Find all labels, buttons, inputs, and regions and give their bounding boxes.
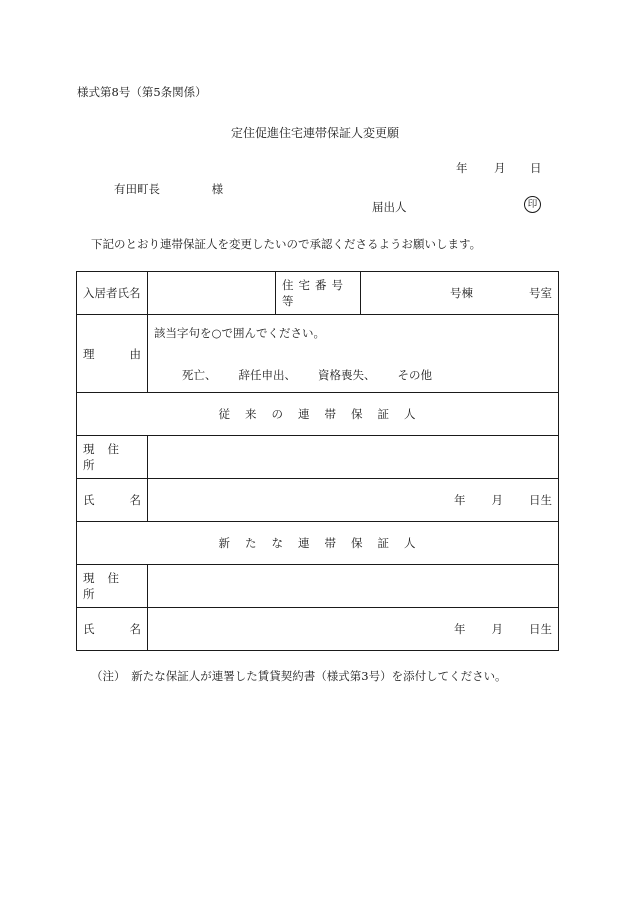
submission-date [456, 160, 542, 176]
former-address-label: 現住所 [77, 436, 148, 479]
former-section-row [77, 393, 559, 436]
new-name-row [77, 608, 559, 651]
building-unit-label: 号棟 [450, 286, 473, 300]
new-name-label: 氏 名 [77, 608, 148, 651]
addressee-name: 有田町長 [114, 182, 160, 196]
new-birth-year: 年 [454, 622, 466, 636]
house-number-label: 住宅番号等 [276, 272, 361, 315]
document-title: 定住促進住宅連帯保証人変更願 [230, 126, 399, 140]
reason-label: 理 由 [77, 315, 148, 393]
former-guarantor-heading: 従来の連帯保証人 [77, 393, 559, 436]
new-guarantor-heading: 新たな連帯保証人 [77, 522, 559, 565]
reason-option-disqualify[interactable]: 資格喪失、 [318, 368, 376, 382]
new-name-field[interactable] [148, 608, 559, 651]
new-birth-day: 日生 [529, 622, 552, 636]
new-address-label: 現住所 [77, 565, 148, 608]
date-month-label: 月 [494, 161, 506, 175]
attachment-note: （注） 新たな保証人が連署した賃貸契約書（様式第3号）を添付してください。 [91, 669, 507, 683]
form-number: 様式第8号（第5条関係） [77, 85, 207, 99]
reason-instruction: 該当字句を○で囲んでください。 [154, 326, 326, 340]
former-name-field[interactable] [148, 479, 559, 522]
house-number-field[interactable] [361, 272, 559, 315]
reason-options [182, 367, 454, 383]
date-year-label: 年 [456, 161, 468, 175]
former-birth-year: 年 [454, 493, 466, 507]
former-address-field[interactable] [148, 436, 559, 479]
resident-row [77, 272, 559, 315]
room-unit-label: 号室 [529, 286, 552, 300]
former-birth-day: 日生 [529, 493, 552, 507]
addressee [114, 181, 223, 197]
new-address-field[interactable] [148, 565, 559, 608]
former-name-label: 氏 名 [77, 479, 148, 522]
resident-name-field[interactable] [148, 272, 276, 315]
request-text: 下記のとおり連帯保証人を変更したいので承認くださるようお願いします。 [91, 237, 482, 251]
reason-option-other[interactable]: その他 [397, 368, 432, 382]
date-day-label: 日 [530, 161, 542, 175]
application-table [76, 271, 559, 651]
reason-option-resign[interactable]: 辞任申出、 [238, 368, 296, 382]
reason-field[interactable] [148, 315, 559, 393]
new-section-row [77, 522, 559, 565]
reason-option-death[interactable]: 死亡、 [182, 368, 217, 382]
former-name-row [77, 479, 559, 522]
new-birth-month: 月 [491, 622, 503, 636]
addressee-honorific: 様 [211, 182, 224, 196]
resident-name-label: 入居者氏名 [77, 272, 148, 315]
former-birth-month: 月 [491, 493, 503, 507]
seal-mark: 印 [524, 196, 541, 213]
new-address-row [77, 565, 559, 608]
reason-row [77, 315, 559, 393]
applicant-label: 届出人 [372, 200, 407, 214]
former-address-row [77, 436, 559, 479]
